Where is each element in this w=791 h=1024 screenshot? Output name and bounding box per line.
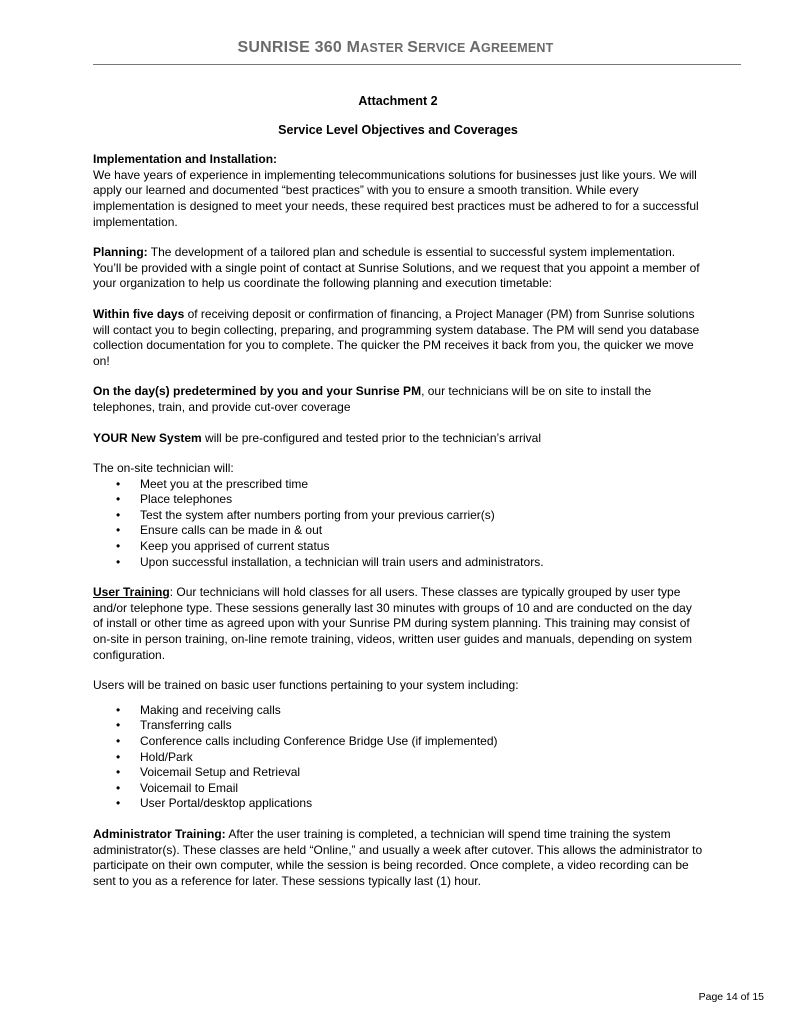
install-days-lead: On the day(s) predetermined by you and your Sunrise PM [93,384,422,399]
planning-paragraph [93,245,703,292]
implementation-paragraph: We have years of experience in implementing telecommunications solutions for businesses just like yours. We will apply our learned and documented “best practices” with you to ensure a smooth transition. While every implementation is designed to meet your needs, these required best practices must be adhered to for a successful implementation. [93,167,699,229]
users-intro: Users will be trained on basic user functions pertaining to your system including: [93,678,519,693]
header-part: ASTER [360,41,408,55]
list-item: • Voicemail to Email [93,781,703,797]
new-system-text: will be pre-configured and tested prior to the technician’s arrival [201,430,541,445]
admin-training-text: After the user training is completed, a technician will spend time training the system administrator(s). These classes are held “Online,” and usually a week after cutover. This allows the administrator to participate on their own computer, while the session is being recorded. Once complete, a video recording can be sent to you as a reference for later. These sessions typically last (1) hour. [93,826,703,888]
five-days-lead: Within five days [93,306,185,321]
document-header [40,40,751,66]
list-item: • Keep you apprised of current status [93,539,703,555]
user-training-paragraph [93,585,703,663]
list-item: • Test the system after numbers porting from your previous carrier(s) [93,508,703,524]
planning-text: The development of a tailored plan and schedule is essential to successful system implementation. You’ll be provided with a single point of contact at Sunrise Solutions, and we request that you appoint a member of your organization to help us coordinate the following planning and execution timetable: [93,245,700,291]
page-number: Page 14 of 15 [698,991,764,1003]
list-item: • Making and receiving calls [93,703,703,719]
users-list [93,703,703,812]
implementation-heading: Implementation and Installation: [93,152,278,167]
attachment-title: Attachment 2 [358,94,438,108]
list-item: • Voicemail Setup and Retrieval [93,765,703,781]
header-part: A [469,39,482,56]
five-days-paragraph [93,307,703,369]
new-system-lead: YOUR New System [93,430,202,445]
header-part: SUNRISE 360 M [237,39,361,56]
document-body [93,94,703,904]
planning-lead: Planning: [93,245,148,260]
list-item: • Conference calls including Conference Bridge Use (if implemented) [93,734,703,750]
list-item: • Upon successful installation, a technician will train users and administrators. [93,555,703,571]
admin-training-paragraph [93,827,703,889]
list-item: • Hold/Park [93,750,703,766]
list-item: • Place telephones [93,492,703,508]
five-days-text: of receiving deposit or confirmation of financing, a Project Manager (PM) from Sunrise solutions will contact you to begin collecting, preparing, and programming system database. The PM will send you database collection documentation for you to complete. The quicker the PM receives it back from you, the quicker we move on! [93,306,700,368]
spacer [93,694,703,703]
list-item: • Ensure calls can be made in & out [93,523,703,539]
section-subtitle: Service Level Objectives and Coverages [278,122,518,137]
technician-list [93,477,703,571]
user-training-lead: User Training [93,585,170,600]
admin-training-lead: Administrator Training: [93,826,226,841]
list-item: • User Portal/desktop applications [93,796,703,812]
install-days-paragraph [93,384,703,415]
new-system-paragraph [93,431,703,447]
header-part: GREEMENT [481,41,554,55]
header-part: S [407,39,419,56]
technician-intro: The on-site technician will: [93,461,234,476]
list-item: • Meet you at the prescribed time [93,477,703,493]
header-divider [93,64,741,65]
user-training-text: : Our technicians will hold classes for all users. These classes are typically grouped by user type and/or telephone type. These sessions generally last 30 minutes with groups of 10 and are conducted on the day of install or other time as agreed upon with your Sunrise PM during system planning. This training may consist of on-site in person training, on-line remote training, videos, written user guides and manuals, depending on system configuration. [93,585,693,662]
install-days-text: , our technicians will be on site to install the telephones, train, and provide cut-over coverage [93,384,652,414]
header-part: ERVICE [418,41,470,55]
list-item: • Transferring calls [93,718,703,734]
